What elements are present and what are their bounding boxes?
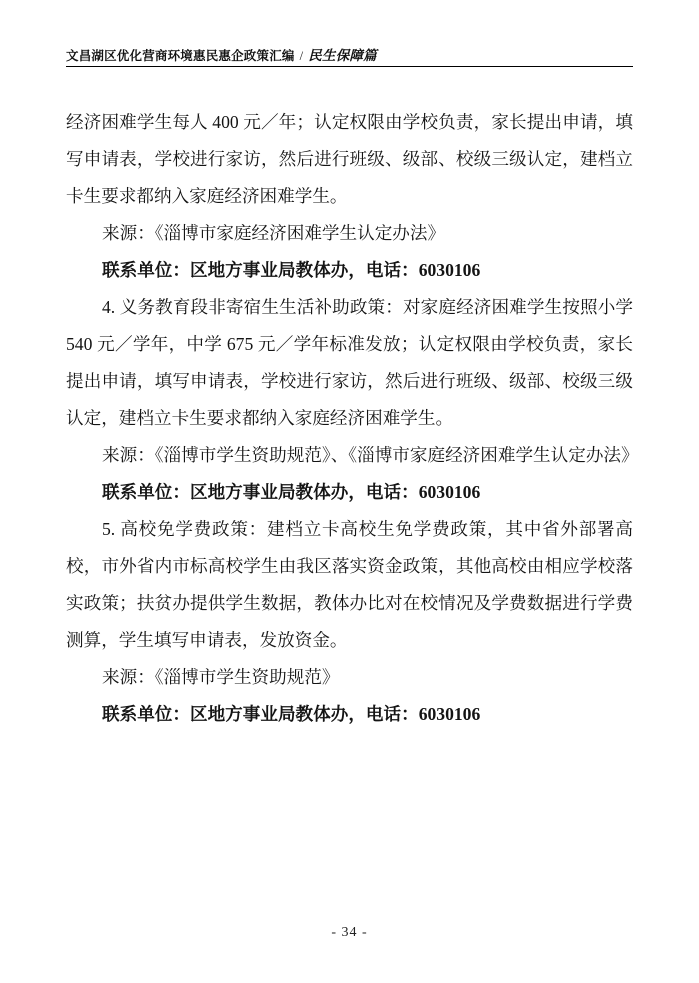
contact-line-3: 联系单位：区地方事业局教体办，电话：6030106 xyxy=(102,704,481,724)
contact-line-1: 联系单位：区地方事业局教体办，电话：6030106 xyxy=(102,260,481,280)
source-line-2: 来源：《淄博市学生资助规范》、《淄博市家庭经济困难学生认定办法》 xyxy=(102,445,639,465)
contact-line-2: 联系单位：区地方事业局教体办，电话：6030106 xyxy=(102,482,481,502)
header-section: 民生保障篇 xyxy=(308,48,377,63)
source-line-1: 来源：《淄博市家庭经济困难学生认定办法》 xyxy=(102,223,446,243)
paragraph-continuation: 经济困难学生每人 400 元／年；认定权限由学校负责，家长提出申请，填写申请表，学校进行家访，然后进行班级、级部、校级三级认定，建档立卡生要求都纳入家庭经济困难学生。 xyxy=(66,112,633,206)
page-header xyxy=(66,44,633,78)
header-divider xyxy=(66,66,633,67)
page-number: - 34 - xyxy=(331,925,368,940)
header-title: 文昌湖区优化营商环境惠民惠企政策汇编 xyxy=(66,49,295,63)
policy-item-5: 5. 高校免学费政策：建档立卡高校生免学费政策，其中省外部署高校，市外省内市标高校学生由我区落实资金政策，其他高校由相应学校落实政策；扶贫办提供学生数据，教体办比对在校情况及学费数据进行学费测算，学生填写申请表，发放资金。 xyxy=(66,519,633,650)
source-line-3: 来源：《淄博市学生资助规范》 xyxy=(102,667,340,687)
header-separator: / xyxy=(299,49,304,63)
header-title-line xyxy=(66,44,633,64)
document-body xyxy=(66,104,639,733)
policy-item-4: 4. 义务教育段非寄宿生生活补助政策：对家庭经济困难学生按照小学 540 元／学年，中学 675 元／学年标准发放；认定权限由学校负责，家长提出申请，填写申请表，学校进行家访，然后进行班级、级部、校级三级认定，建档立卡生要求都纳入家庭经济困难学生。 xyxy=(66,297,633,428)
